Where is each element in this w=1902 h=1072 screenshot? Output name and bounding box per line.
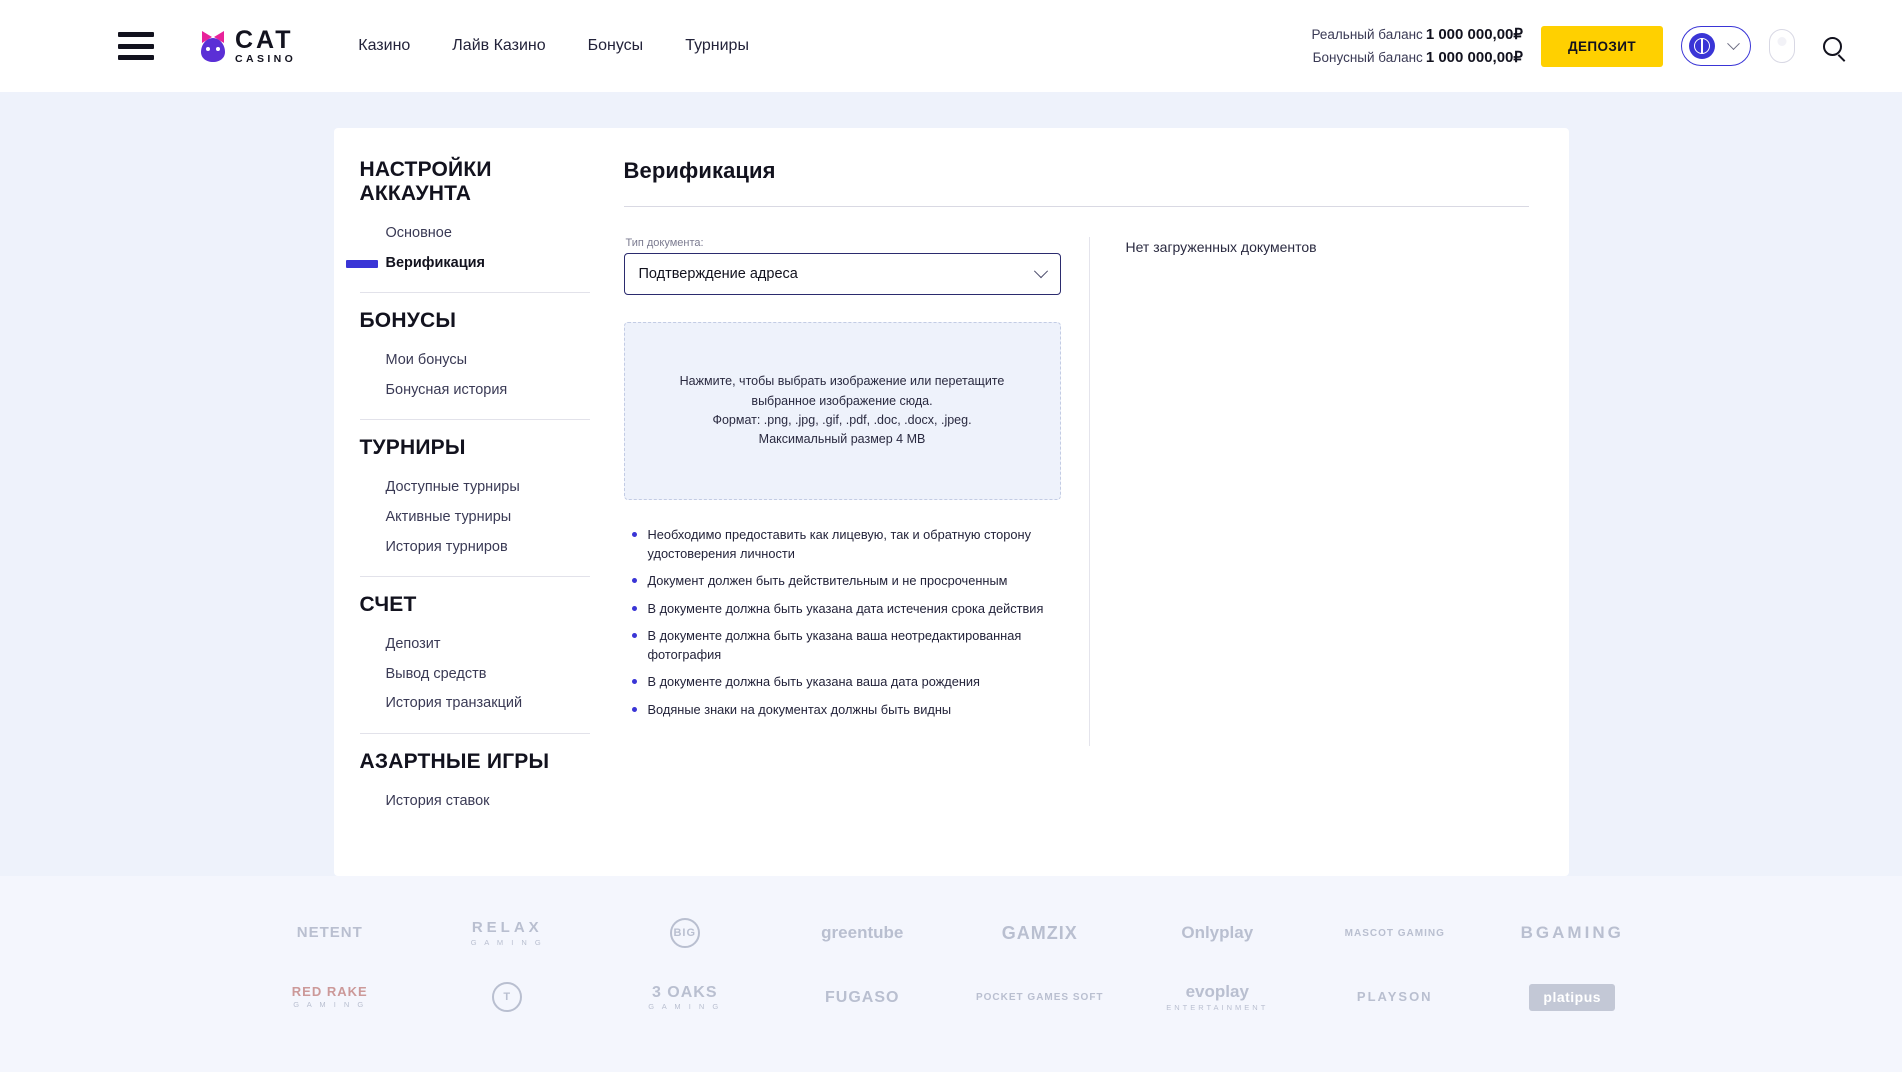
real-balance-row (1312, 23, 1523, 46)
title-divider (624, 206, 1529, 207)
provider-logo-tomhorn[interactable] (492, 982, 522, 1012)
provider-name: RELAX (471, 919, 543, 937)
sidebar-group-account (360, 158, 590, 293)
provider-name: MASCOT GAMING (1344, 927, 1445, 939)
rule-item: В документе должна быть указана ваша дата рождения (632, 673, 1061, 692)
bonus-balance-label: Бонусный баланс (1312, 50, 1423, 65)
provider-name: BGAMING (1520, 923, 1624, 943)
provider-name: BIG (670, 918, 700, 948)
rule-item: В документе должна быть указана ваша неотредактированная фотография (632, 627, 1061, 664)
provider-logo-evoplay[interactable] (1166, 983, 1268, 1012)
real-balance-value: 1 000 000,00₽ (1425, 25, 1523, 43)
rule-item: Необходимо предоставить как лицевую, так и обратную сторону удостоверения личности (632, 526, 1061, 563)
provider-logo-red-rake[interactable] (292, 985, 368, 1010)
provider-logo-playson[interactable] (1357, 990, 1433, 1004)
account-sidebar (334, 158, 590, 846)
provider-name: PLAYSON (1356, 989, 1433, 1005)
nav-item-live-casino[interactable]: Лайв Казино (452, 37, 546, 54)
sidebar-group-title: ТУРНИРЫ (359, 436, 466, 460)
sidebar-group-account-balance (360, 593, 590, 734)
nav-item-tournaments[interactable]: Турниры (685, 37, 749, 54)
provider-subtitle: G A M I N G (293, 1000, 367, 1010)
deposit-button[interactable]: ДЕПОЗИТ (1541, 26, 1663, 67)
dropzone-line-4: Максимальный размер 4 MB (758, 432, 926, 447)
dropzone-line-2: выбранное изображение сюда. (751, 393, 933, 408)
menu-icon-bar (118, 44, 154, 49)
site-header (0, 0, 1902, 92)
provider-name: evoplay (1185, 981, 1249, 1001)
logo-subtitle: CASINO (235, 52, 297, 65)
menu-icon[interactable] (118, 32, 154, 60)
bonus-balance-row (1312, 46, 1523, 69)
provider-name: 3 OAKS (651, 983, 718, 1001)
doc-type-label: Тип документа: (625, 237, 704, 249)
provider-name: platipus (1543, 988, 1602, 1005)
main-nav (358, 37, 749, 55)
site-footer (0, 876, 1902, 1072)
sidebar-group-title: НАСТРОЙКИ АККАУНТА (359, 158, 492, 206)
rule-item: В документе должна быть указана дата истечения срока действия (632, 600, 1061, 619)
rule-item: Документ должен быть действительным и не просроченным (632, 572, 1061, 591)
account-card (334, 128, 1569, 876)
document-type-value: Подтверждение адреса (638, 266, 798, 282)
sidebar-group-title: СЧЕТ (359, 593, 417, 617)
page-title: Верификация (623, 158, 776, 183)
verification-content (590, 158, 1569, 846)
provider-name: RED RAKE (291, 984, 368, 1000)
provider-logo-3-oaks[interactable] (648, 984, 721, 1012)
provider-logo-pocket-games-soft[interactable] (976, 992, 1104, 1003)
search-icon[interactable] (1823, 37, 1842, 56)
bonus-balance-value: 1 000 000,00₽ (1425, 49, 1523, 66)
sidebar-item-verification[interactable]: Верификация (360, 249, 590, 279)
provider-subtitle: ENTERTAINMENT (1166, 1002, 1269, 1012)
sidebar-item-osnovnoe[interactable]: Основное (385, 224, 452, 241)
provider-logo-bgaming[interactable] (1521, 924, 1624, 943)
provider-logo-netent[interactable] (297, 925, 363, 942)
provider-subtitle: G A M I N G (470, 937, 544, 947)
provider-logo-gamzix[interactable] (1002, 924, 1078, 944)
upload-column (624, 237, 1090, 746)
menu-icon-bar (118, 32, 154, 37)
chevron-down-icon (1033, 264, 1047, 278)
provider-name: FUGASO (825, 988, 900, 1006)
nav-item-casino[interactable]: Казино (358, 37, 411, 54)
sidebar-item-my-bonuses[interactable]: Мои бонусы (385, 351, 468, 368)
provider-name: T (492, 982, 522, 1012)
sidebar-group-gambling (360, 750, 590, 830)
provider-name: NETENT (296, 924, 363, 942)
documents-column (1090, 237, 1529, 746)
sidebar-item-active-tournaments[interactable]: Активные турниры (385, 508, 512, 525)
site-logo[interactable] (198, 25, 297, 65)
notification-icon[interactable] (1769, 29, 1795, 63)
chevron-down-icon (1727, 37, 1740, 50)
provider-logo-mascot-gaming[interactable] (1345, 928, 1445, 939)
header-right (1312, 23, 1843, 70)
sidebar-group-bonuses (360, 309, 590, 420)
page-body (0, 92, 1902, 876)
balances (1312, 23, 1523, 70)
provider-logo-greentube[interactable] (821, 924, 903, 943)
provider-logos (241, 918, 1661, 1012)
nav-item-bonuses[interactable]: Бонусы (587, 37, 644, 54)
menu-icon-bar (118, 55, 154, 60)
provider-name: POCKET GAMES SOFT (975, 991, 1104, 1003)
file-dropzone[interactable] (624, 322, 1061, 500)
sidebar-item-bonus-history[interactable]: Бонусная история (385, 381, 508, 398)
sidebar-group-title: АЗАРТНЫЕ ИГРЫ (359, 750, 550, 774)
sidebar-group-tournaments (360, 436, 590, 577)
provider-name: greentube (821, 923, 904, 943)
documents-empty-message: Нет загруженных документов (1125, 239, 1317, 255)
rule-item: Водяные знаки на документах должны быть видны (632, 701, 1061, 720)
content-columns (624, 237, 1529, 746)
provider-subtitle: G A M I N G (648, 1002, 722, 1012)
provider-name: GAMZIX (1001, 922, 1078, 943)
dropzone-line-1: Нажмите, чтобы выбрать изображение или перетащите (679, 374, 1005, 389)
provider-logo-onlyplay[interactable] (1181, 924, 1253, 943)
real-balance-label: Реальный баланс (1311, 26, 1423, 42)
sidebar-item-tournament-history[interactable]: История турниров (385, 538, 508, 555)
provider-logo-big[interactable] (670, 918, 700, 948)
sidebar-item-deposit[interactable]: Депозит (385, 635, 441, 652)
sidebar-item-transaction-history[interactable]: История транзакций (385, 695, 523, 712)
provider-name: Onlyplay (1181, 923, 1254, 943)
provider-logo-fugaso[interactable] (825, 989, 899, 1007)
verification-rules (624, 526, 1061, 719)
provider-logo-platipus[interactable] (1529, 984, 1615, 1011)
sidebar-item-available-tournaments[interactable]: Доступные турниры (385, 478, 520, 495)
provider-logo-relax[interactable] (471, 920, 544, 947)
document-type-select[interactable] (624, 253, 1061, 295)
logo-name: CAT (235, 25, 294, 54)
sidebar-group-title: БОНУСЫ (359, 309, 457, 333)
language-selector[interactable] (1681, 26, 1751, 66)
cat-logo-icon (198, 29, 228, 63)
sidebar-item-bet-history[interactable]: История ставок (385, 792, 490, 809)
sidebar-item-withdraw[interactable]: Вывод средств (385, 665, 487, 682)
dropzone-line-3: Формат: .png, .jpg, .gif, .pdf, .doc, .docx, .jpeg. (712, 413, 972, 427)
globe-icon (1689, 33, 1715, 59)
